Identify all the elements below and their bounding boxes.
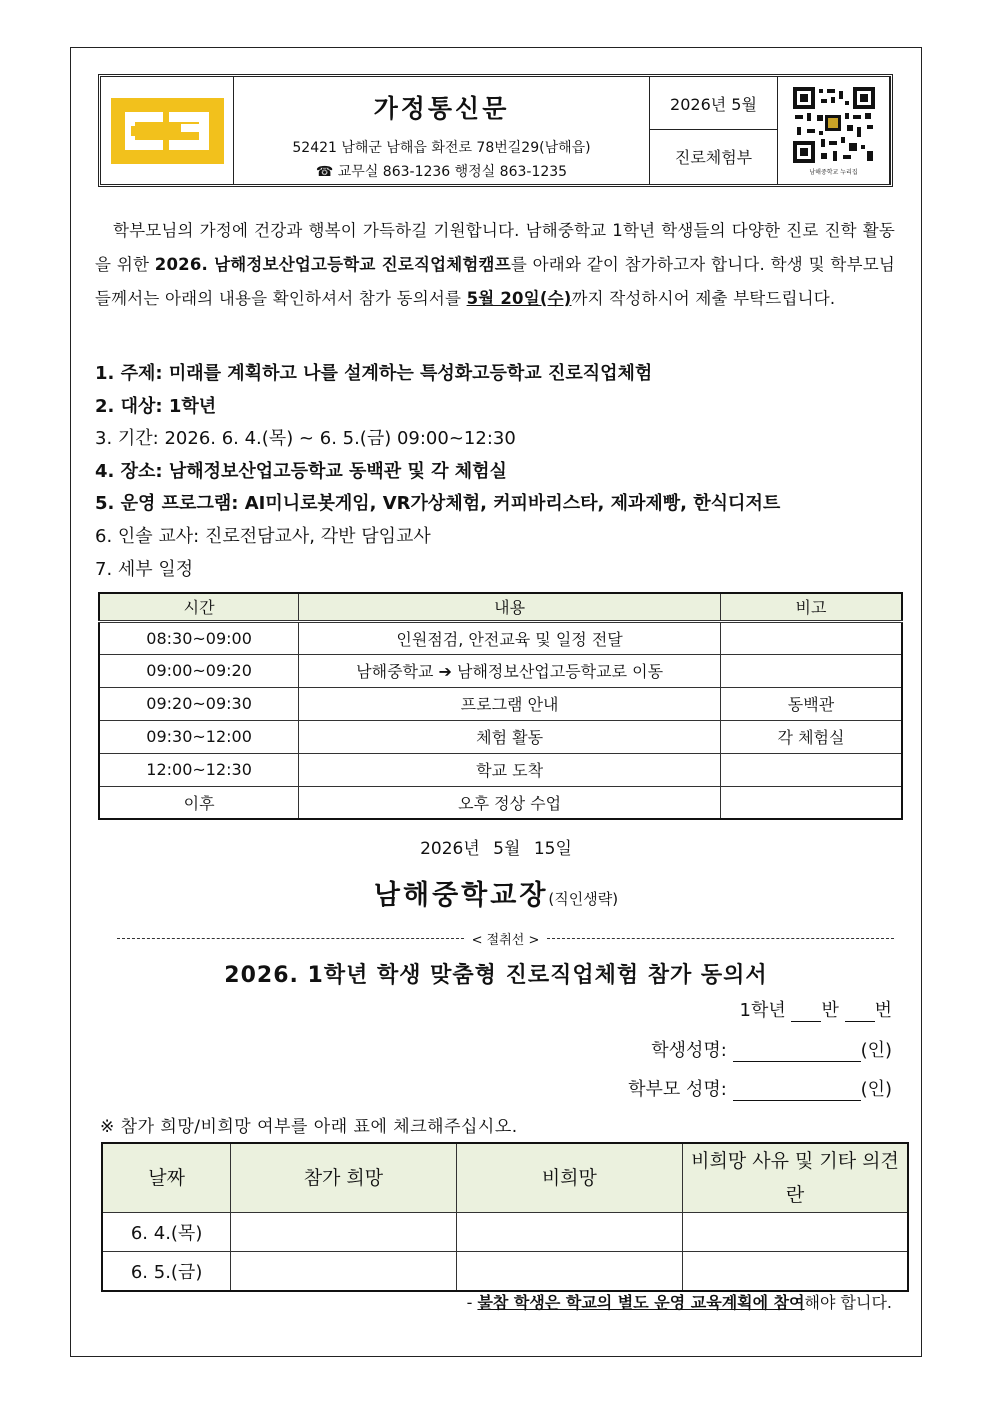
table-cell: 09:20~09:30 (99, 687, 299, 720)
table-header: 비고 (720, 593, 902, 621)
parent-name-blank[interactable] (733, 1081, 861, 1101)
logo-cell (101, 77, 234, 184)
class-blank[interactable] (791, 1002, 821, 1022)
number-label: 번 (874, 1000, 892, 1021)
footnote (467, 1290, 892, 1313)
date-cell (650, 77, 778, 184)
class-label: 반 (821, 1000, 839, 1021)
table-cell (720, 753, 902, 786)
table-cell: 12:00~12:30 (99, 753, 299, 786)
grade-label: 1학년 (739, 1000, 786, 1021)
table-header: 시간 (99, 593, 299, 621)
table-row (99, 654, 902, 687)
principal-name: 남해중학교장 (373, 880, 549, 911)
table-cell: 각 체험실 (720, 720, 902, 753)
letter-header (98, 74, 893, 187)
table-cell: 08:30~09:00 (99, 621, 299, 654)
attend-checkbox-cell[interactable] (231, 1252, 456, 1291)
intro-paragraph (95, 214, 895, 316)
table-header: 비희망 사유 및 기타 의견란 (683, 1143, 908, 1213)
list-item: 2. 대상: 1학년 (95, 395, 217, 417)
intro-text-1: 학부모님의 가정에 건강과 행복이 가득하길 기원합니다. 남해중학교 1학년 학생들의 다양한 진로 진학 활동을 위한 (95, 221, 895, 274)
table-cell: 09:30~12:00 (99, 720, 299, 753)
reason-input-cell[interactable] (683, 1252, 908, 1291)
table-cell (720, 654, 902, 687)
table-header: 비희망 (456, 1143, 682, 1213)
school-logo-icon (111, 98, 224, 164)
table-row (99, 687, 902, 720)
table-cell: 남해중학교 ➔ 남해정보산업고등학교로 이동 (299, 654, 721, 687)
signature-date: 2026년 5월 15일 (420, 839, 572, 859)
list-item: 6. 인솔 교사: 진로전담교사, 각반 담임교사 (95, 525, 431, 547)
consent-table (101, 1142, 909, 1292)
list-item: 4. 장소: 남해정보산업고등학교 동백관 및 각 체험실 (95, 460, 507, 482)
principal-signature (0, 873, 992, 912)
dashed-divider (117, 938, 464, 939)
department: 진로체험부 (674, 148, 753, 167)
letter-title: 가정통신문 (373, 94, 510, 123)
student-seal: (인) (860, 1040, 892, 1061)
table-row (102, 1213, 908, 1252)
footnote-dash: - (466, 1293, 478, 1312)
table-header-row (99, 593, 902, 621)
table-row (102, 1252, 908, 1291)
table-cell: 이후 (99, 786, 299, 819)
attend-checkbox-cell[interactable] (231, 1213, 456, 1252)
table-cell: 프로그램 안내 (299, 687, 721, 720)
table-header-row (102, 1143, 908, 1213)
qr-code-icon[interactable] (791, 85, 877, 165)
parent-name-field (492, 1075, 892, 1101)
info-list (95, 358, 895, 586)
table-row (99, 753, 902, 786)
date-cell: 6. 5.(금) (102, 1252, 231, 1291)
qr-cell (778, 77, 890, 184)
parent-seal: (인) (860, 1079, 892, 1100)
table-cell: 동백관 (720, 687, 902, 720)
dashed-divider (547, 938, 894, 939)
table-row (99, 720, 902, 753)
table-row (99, 621, 902, 654)
table-cell: 인원점검, 안전교육 및 일정 전달 (299, 621, 721, 654)
issue-date: 2026년 5월 (650, 77, 777, 130)
list-item: 3. 기간: 2026. 6. 4.(목) ~ 6. 5.(금) 09:00~12:30 (95, 428, 516, 450)
table-cell (720, 786, 902, 819)
seal-omitted: (직인생략) (548, 890, 619, 908)
school-phone: ☎ 교무실 863-1236 행정실 863-1235 (315, 164, 568, 180)
list-item: 7. 세부 일정 (95, 558, 194, 580)
table-cell: 체험 활동 (299, 720, 721, 753)
number-blank[interactable] (845, 1002, 875, 1022)
camp-name: 2026. 남해정보산업고등학교 진로직업체험캠프 (154, 255, 511, 274)
table-header: 내용 (299, 593, 721, 621)
school-logo (111, 98, 224, 164)
table-header: 날짜 (102, 1143, 231, 1213)
table-row (99, 786, 902, 819)
consent-form-title: 2026. 1학년 학생 맞춤형 진로직업체험 참가 동의서 (224, 963, 768, 988)
title-cell (234, 77, 650, 184)
footnote-emphasis: 불참 학생은 학교의 별도 운영 교육계획에 참여 (477, 1293, 805, 1312)
date-cell: 6. 4.(목) (102, 1213, 231, 1252)
table-cell (720, 621, 902, 654)
table-cell: 09:00~09:20 (99, 654, 299, 687)
decline-checkbox-cell[interactable] (456, 1252, 682, 1291)
table-cell: 학교 도착 (299, 753, 721, 786)
schedule-table (98, 592, 903, 820)
cut-line-label: < 절취선 > (471, 933, 540, 948)
school-address: 52421 남해군 남해읍 화전로 78번길29(남해읍) (292, 140, 591, 156)
student-name-label: 학생성명: (651, 1040, 727, 1061)
footnote-text: 해야 합니다. (804, 1293, 892, 1312)
table-header: 참가 희망 (231, 1143, 456, 1213)
intro-text-3: 까지 작성하시어 제출 부탁드립니다. (571, 289, 836, 308)
decline-checkbox-cell[interactable] (456, 1213, 682, 1252)
list-item: 1. 주제: 미래를 계획하고 나를 설계하는 특성화고등학교 진로직업체험 (95, 363, 653, 384)
student-name-field (492, 1036, 892, 1062)
cut-line (117, 929, 894, 948)
reason-input-cell[interactable] (683, 1213, 908, 1252)
list-item: 5. 운영 프로그램: AI미니로봇게임, VR가상체험, 커피바리스타, 제과제빵, 한식디저트 (95, 493, 781, 515)
intro-text-2: 를 아래와 같이 참가하고자 합니다. 학생 및 학부모님들께서는 아래의 내용을 확인하셔서 참가 동의서를 (95, 255, 895, 308)
deadline: 5월 20일(수) (466, 289, 572, 308)
parent-name-label: 학부모 성명: (628, 1079, 727, 1100)
class-number-field (492, 996, 892, 1022)
qr-caption: 남해중학교 누리집 (809, 169, 858, 176)
table-cell: 오후 정상 수업 (299, 786, 721, 819)
student-name-blank[interactable] (733, 1042, 861, 1062)
instruction-note: ※ 참가 희망/비희망 여부를 아래 표에 체크해주십시오. (100, 1117, 518, 1137)
